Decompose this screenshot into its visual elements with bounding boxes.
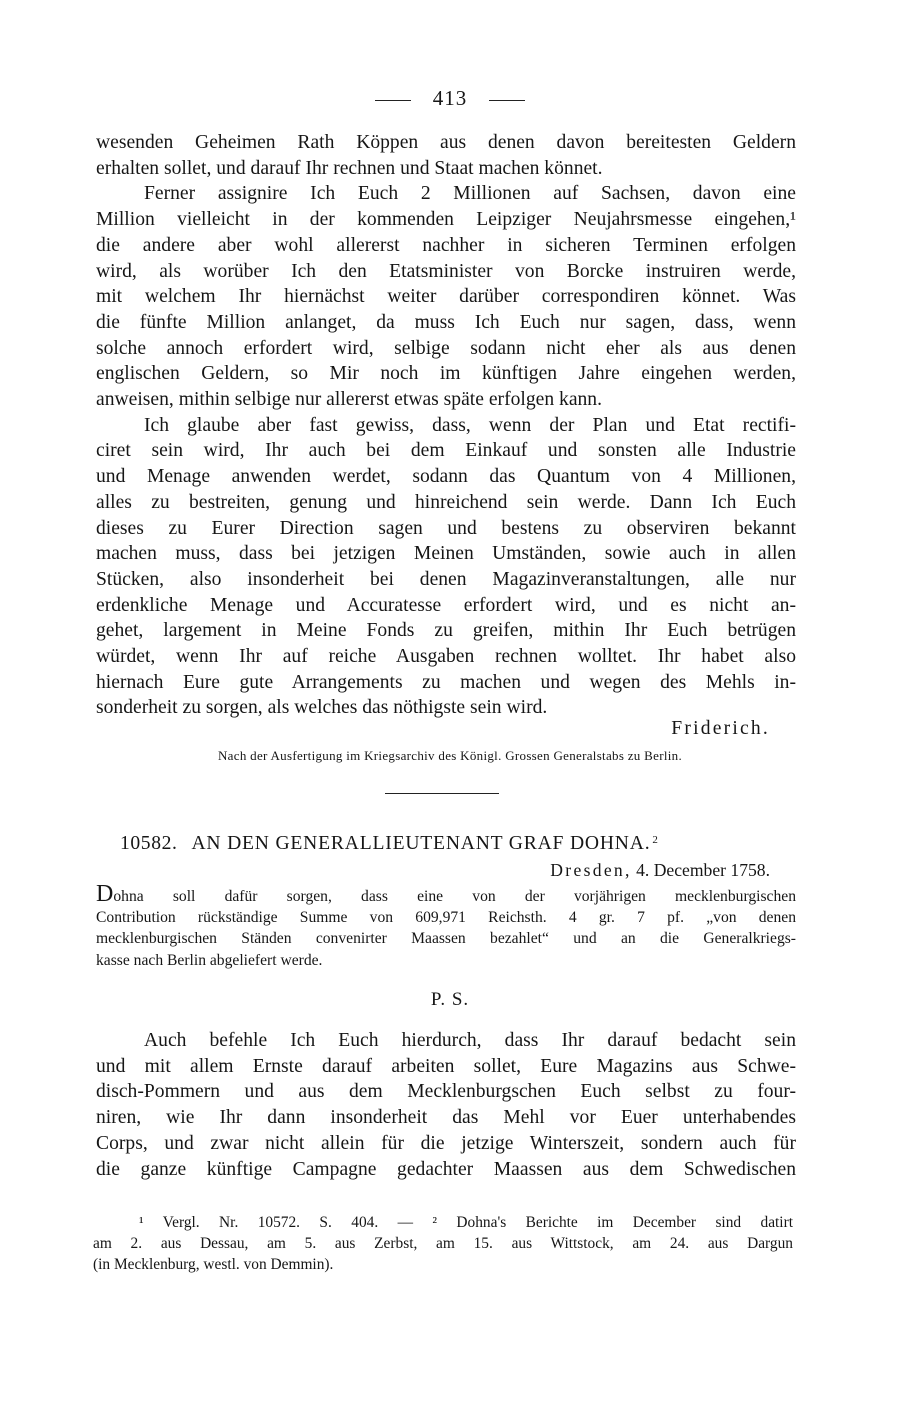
postscript-text (96, 1028, 796, 1182)
text-line: Ich glaube aber fast gewiss, dass, wenn der Plan und Etat rectifi- (144, 414, 796, 436)
summary-line-text: ohna soll dafür sorgen, dass eine von der vorjährigen mecklenburgischen (113, 888, 796, 905)
text-line: und Menage anwenden werdet, sodann das Quantum von 4 Millionen, (96, 466, 796, 488)
summary-line: kasse nach Berlin abgeliefert werde. (96, 951, 323, 969)
footnote-line: ¹ Vergl. Nr. 10572. S. 404. — ² Dohna's Berichte im December sind datirt (139, 1214, 793, 1231)
text-line: anweisen, mithin selbige nur allererst etwas späte erfolgen kann. (96, 389, 603, 411)
footnote-line: am 2. aus Dessau, am 5. aus Zerbst, am 15. aus Wittstock, am 24. aus Dargun (93, 1235, 793, 1252)
letter-addressee: AN DEN GENERALLIEUTENANT GRAF DOHNA. (191, 833, 651, 854)
dateline (550, 860, 770, 881)
header-dash-right (489, 100, 525, 101)
postscript-heading: P. S. (430, 989, 470, 1010)
text-line: würdet, wenn Ihr auf reiche Ausgaben rechnen wolltet. Ihr habet also (96, 646, 796, 668)
summary-line: mecklenburgischen Ständen convenirter Maassen bezahlet“ und an die Generalkriegs- (96, 930, 796, 948)
text-line: englischen Geldern, so Mir noch im künftigen Jahre eingehen werden, (96, 363, 796, 385)
text-line: alles zu bestreiten, genung und hinreichend sein werde. Dann Ich Euch (96, 491, 796, 513)
footnotes (93, 1212, 793, 1275)
text-line: ciret sein wird, Ihr auch bei dem Einkauf und sonsten alle Industrie (96, 440, 796, 462)
summary-line: Contribution rückständige Summe von 609,971 Reichsth. 4 gr. 7 pf. „von denen (96, 909, 796, 927)
footnote-mark: 2 (652, 834, 658, 846)
text-line: Auch befehle Ich Euch hierdurch, dass Ihr darauf bedacht sein (144, 1030, 796, 1051)
page-number: 413 (432, 86, 468, 110)
date: 4. December 1758. (636, 860, 770, 880)
footnote-line: (in Mecklenburg, westl. von Demmin). (93, 1256, 334, 1273)
letter-number: 10582. (120, 833, 178, 854)
letter-heading (120, 833, 780, 855)
source-note: Nach der Ausfertigung im Kriegsarchiv des Königl. Grossen Generalstabs zu Berlin. (217, 748, 683, 763)
drop-initial: D (96, 881, 114, 907)
text-line: erhalten sollet, und darauf Ihr rechnen und Staat machen könnet. (96, 157, 603, 179)
text-line: hiernach Eure gute Arrangements zu machen und wegen des Mehls in- (96, 671, 796, 693)
text-line: die andere aber wohl allererst nachher in sicheren Terminen erfolgen (96, 234, 796, 256)
text-line: und mit allem Ernste darauf arbeiten sollet, Eure Magazins aus Schwe- (96, 1055, 796, 1077)
date-place: Dresden, (550, 860, 632, 880)
section-separator (385, 793, 499, 794)
letter-summary (96, 881, 796, 971)
summary-line (96, 881, 796, 907)
text-line: gehet, largement in Meine Fonds zu greifen, mithin Ihr Euch betrügen (96, 620, 796, 642)
text-line: solche annoch erfordert wird, selbige sodann nicht eher als aus denen (96, 337, 796, 359)
text-line: niren, wie Ihr dann insonderheit das Mehl vor Euer unterhabendes (96, 1107, 796, 1129)
text-line: erdenkliche Menage und Accuratesse erfordert wird, und es nicht an- (96, 594, 796, 616)
text-line: disch-Pommern und aus dem Mecklenburgschen Euch selbst zu four- (96, 1081, 796, 1103)
page-header (0, 86, 900, 111)
header-dash-left (375, 100, 411, 101)
text-line: Stücken, also insonderheit bei denen Magazinveranstaltungen, alle nur (96, 568, 796, 590)
text-line: mit welchem Ihr hiernächst weiter darüber correspondiren könnet. Was (96, 286, 796, 308)
signature: Friderich. (671, 718, 770, 739)
text-line: Ferner assignire Ich Euch 2 Millionen auf Sachsen, davon eine (144, 183, 796, 205)
text-line: die fünfte Million anlanget, da muss Ich Euch nur sagen, dass, wenn (96, 311, 796, 333)
text-line: wesenden Geheimen Rath Köppen aus denen davon bereitesten Geldern (96, 132, 796, 153)
continuation-text (96, 130, 796, 721)
text-line: die ganze künftige Campagne gedachter Maassen aus dem Schwedischen (96, 1158, 796, 1180)
text-line: machen muss, dass bei jetzigen Meinen Umständen, sowie auch in allen (96, 543, 796, 565)
text-line: Corps, und zwar nicht allein für die jetzige Winterszeit, sondern auch für (96, 1132, 796, 1154)
text-line: wird, als worüber Ich den Etatsminister von Borcke instruiren werde, (96, 260, 796, 282)
text-line: dieses zu Eurer Direction sagen und bestens zu observiren bekannt (96, 517, 796, 539)
text-line: sonderheit zu sorgen, als welches das nöthigste sein wird. (96, 697, 548, 719)
text-line: Million vielleicht in der kommenden Leipziger Neujahrsmesse eingehen,¹ (96, 209, 796, 231)
